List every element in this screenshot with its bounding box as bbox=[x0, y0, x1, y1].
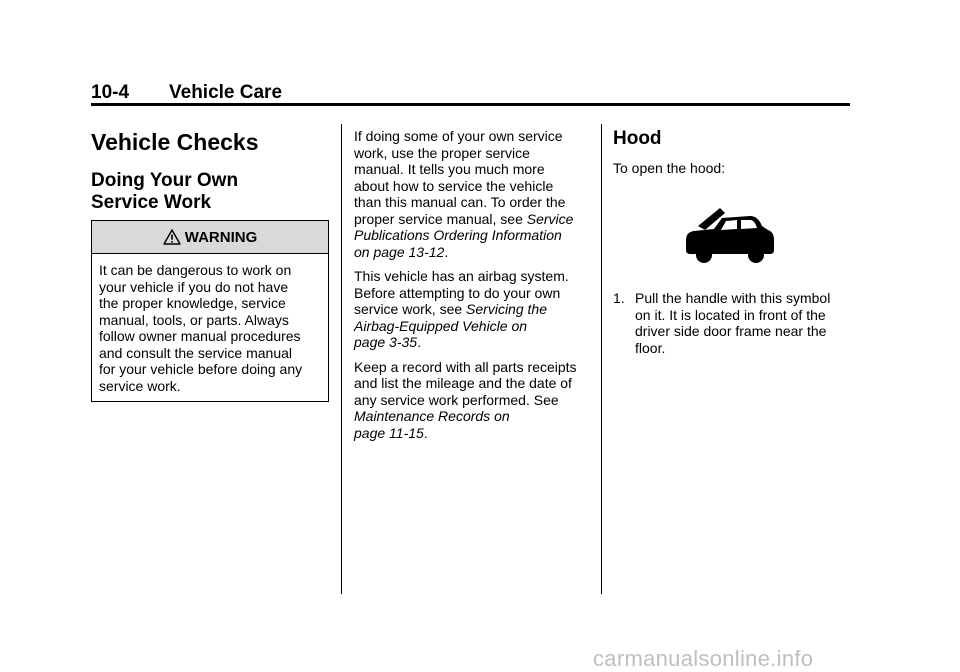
step-number: 1. bbox=[613, 290, 625, 306]
warning-line: for your vehicle before doing any bbox=[99, 361, 303, 377]
period: . bbox=[417, 334, 421, 350]
period: . bbox=[423, 424, 428, 441]
paragraph-service-manual bbox=[354, 128, 590, 260]
warning-triangle-icon bbox=[163, 229, 181, 245]
warning-line: service work. bbox=[99, 377, 181, 394]
column-divider-1 bbox=[341, 124, 342, 594]
link-text[interactable]: Maintenance Records on bbox=[354, 408, 510, 424]
text-line: driver side door frame near the bbox=[635, 323, 827, 339]
column-3 bbox=[613, 128, 853, 177]
warning-line: follow owner manual procedures bbox=[99, 328, 301, 344]
text-line: Keep a record with all parts receipts bbox=[354, 358, 577, 375]
link-text[interactable]: page 3-35 bbox=[354, 334, 418, 350]
hood-intro: To open the hood: bbox=[613, 160, 726, 176]
warning-header bbox=[92, 221, 328, 254]
page-number: 10-4 bbox=[91, 82, 130, 103]
section-heading-line1: Doing Your Own bbox=[91, 170, 239, 191]
link-text[interactable]: Service bbox=[526, 210, 574, 227]
text-line: If doing some of your own service bbox=[354, 128, 563, 144]
hood-release-icon bbox=[684, 206, 776, 266]
page-title: Vehicle Checks bbox=[91, 129, 259, 155]
link-text[interactable]: on page 13-12 bbox=[354, 243, 445, 260]
link-text[interactable]: Airbag-Equipped Vehicle on bbox=[354, 317, 528, 334]
text-line: Before attempting to do your own bbox=[354, 284, 561, 301]
link-maintenance-records[interactable] bbox=[354, 408, 510, 441]
watermark: carmanualsonline.info bbox=[593, 646, 814, 671]
section-heading-line2: Service Work bbox=[91, 192, 212, 213]
warning-line: the proper knowledge, service bbox=[99, 295, 286, 311]
link-text[interactable]: Servicing the bbox=[466, 301, 547, 317]
warning-line: manual, tools, or parts. Always bbox=[99, 311, 289, 328]
text-line: about how to service the vehicle bbox=[354, 177, 554, 194]
period: . bbox=[444, 243, 449, 260]
column-divider-2 bbox=[601, 124, 602, 594]
warning-line: your vehicle if you do not have bbox=[99, 278, 289, 295]
text-line: work, use the proper service bbox=[354, 144, 530, 161]
text-line: on it. It is located in front of the bbox=[635, 306, 826, 323]
text-line: floor. bbox=[635, 339, 666, 356]
page-header bbox=[91, 80, 850, 104]
text-line: Pull the handle with this symbol bbox=[635, 290, 831, 306]
warning-heading: WARNING bbox=[184, 228, 258, 246]
hood-heading: Hood bbox=[613, 128, 662, 149]
paragraph-airbag bbox=[354, 268, 590, 351]
text-line: than this manual can. To order the bbox=[354, 194, 566, 210]
column-1 bbox=[91, 128, 329, 214]
column-2 bbox=[354, 128, 590, 449]
text-line: manual. It tells you much more bbox=[354, 161, 545, 177]
warning-box bbox=[91, 220, 329, 402]
text-line: any service work performed. See bbox=[354, 391, 559, 408]
warning-line: It can be dangerous to work on bbox=[99, 262, 292, 278]
paragraph-records bbox=[354, 359, 590, 442]
section-heading bbox=[91, 170, 329, 214]
step-text bbox=[635, 290, 853, 356]
hood-steps bbox=[613, 290, 853, 356]
warning-text bbox=[92, 254, 328, 394]
header-rule bbox=[91, 103, 850, 106]
text-line: This vehicle has an airbag system. bbox=[354, 268, 569, 284]
text-line: service work, see bbox=[354, 301, 467, 317]
warning-line: and consult the service manual bbox=[99, 344, 292, 361]
text-line: and list the mileage and the date of bbox=[354, 375, 572, 391]
link-text[interactable]: page 11-15 bbox=[354, 424, 424, 441]
link-text[interactable]: Publications Ordering Information bbox=[354, 227, 562, 243]
text-line: proper service manual, see bbox=[354, 210, 527, 227]
section-title: Vehicle Care bbox=[169, 82, 283, 103]
